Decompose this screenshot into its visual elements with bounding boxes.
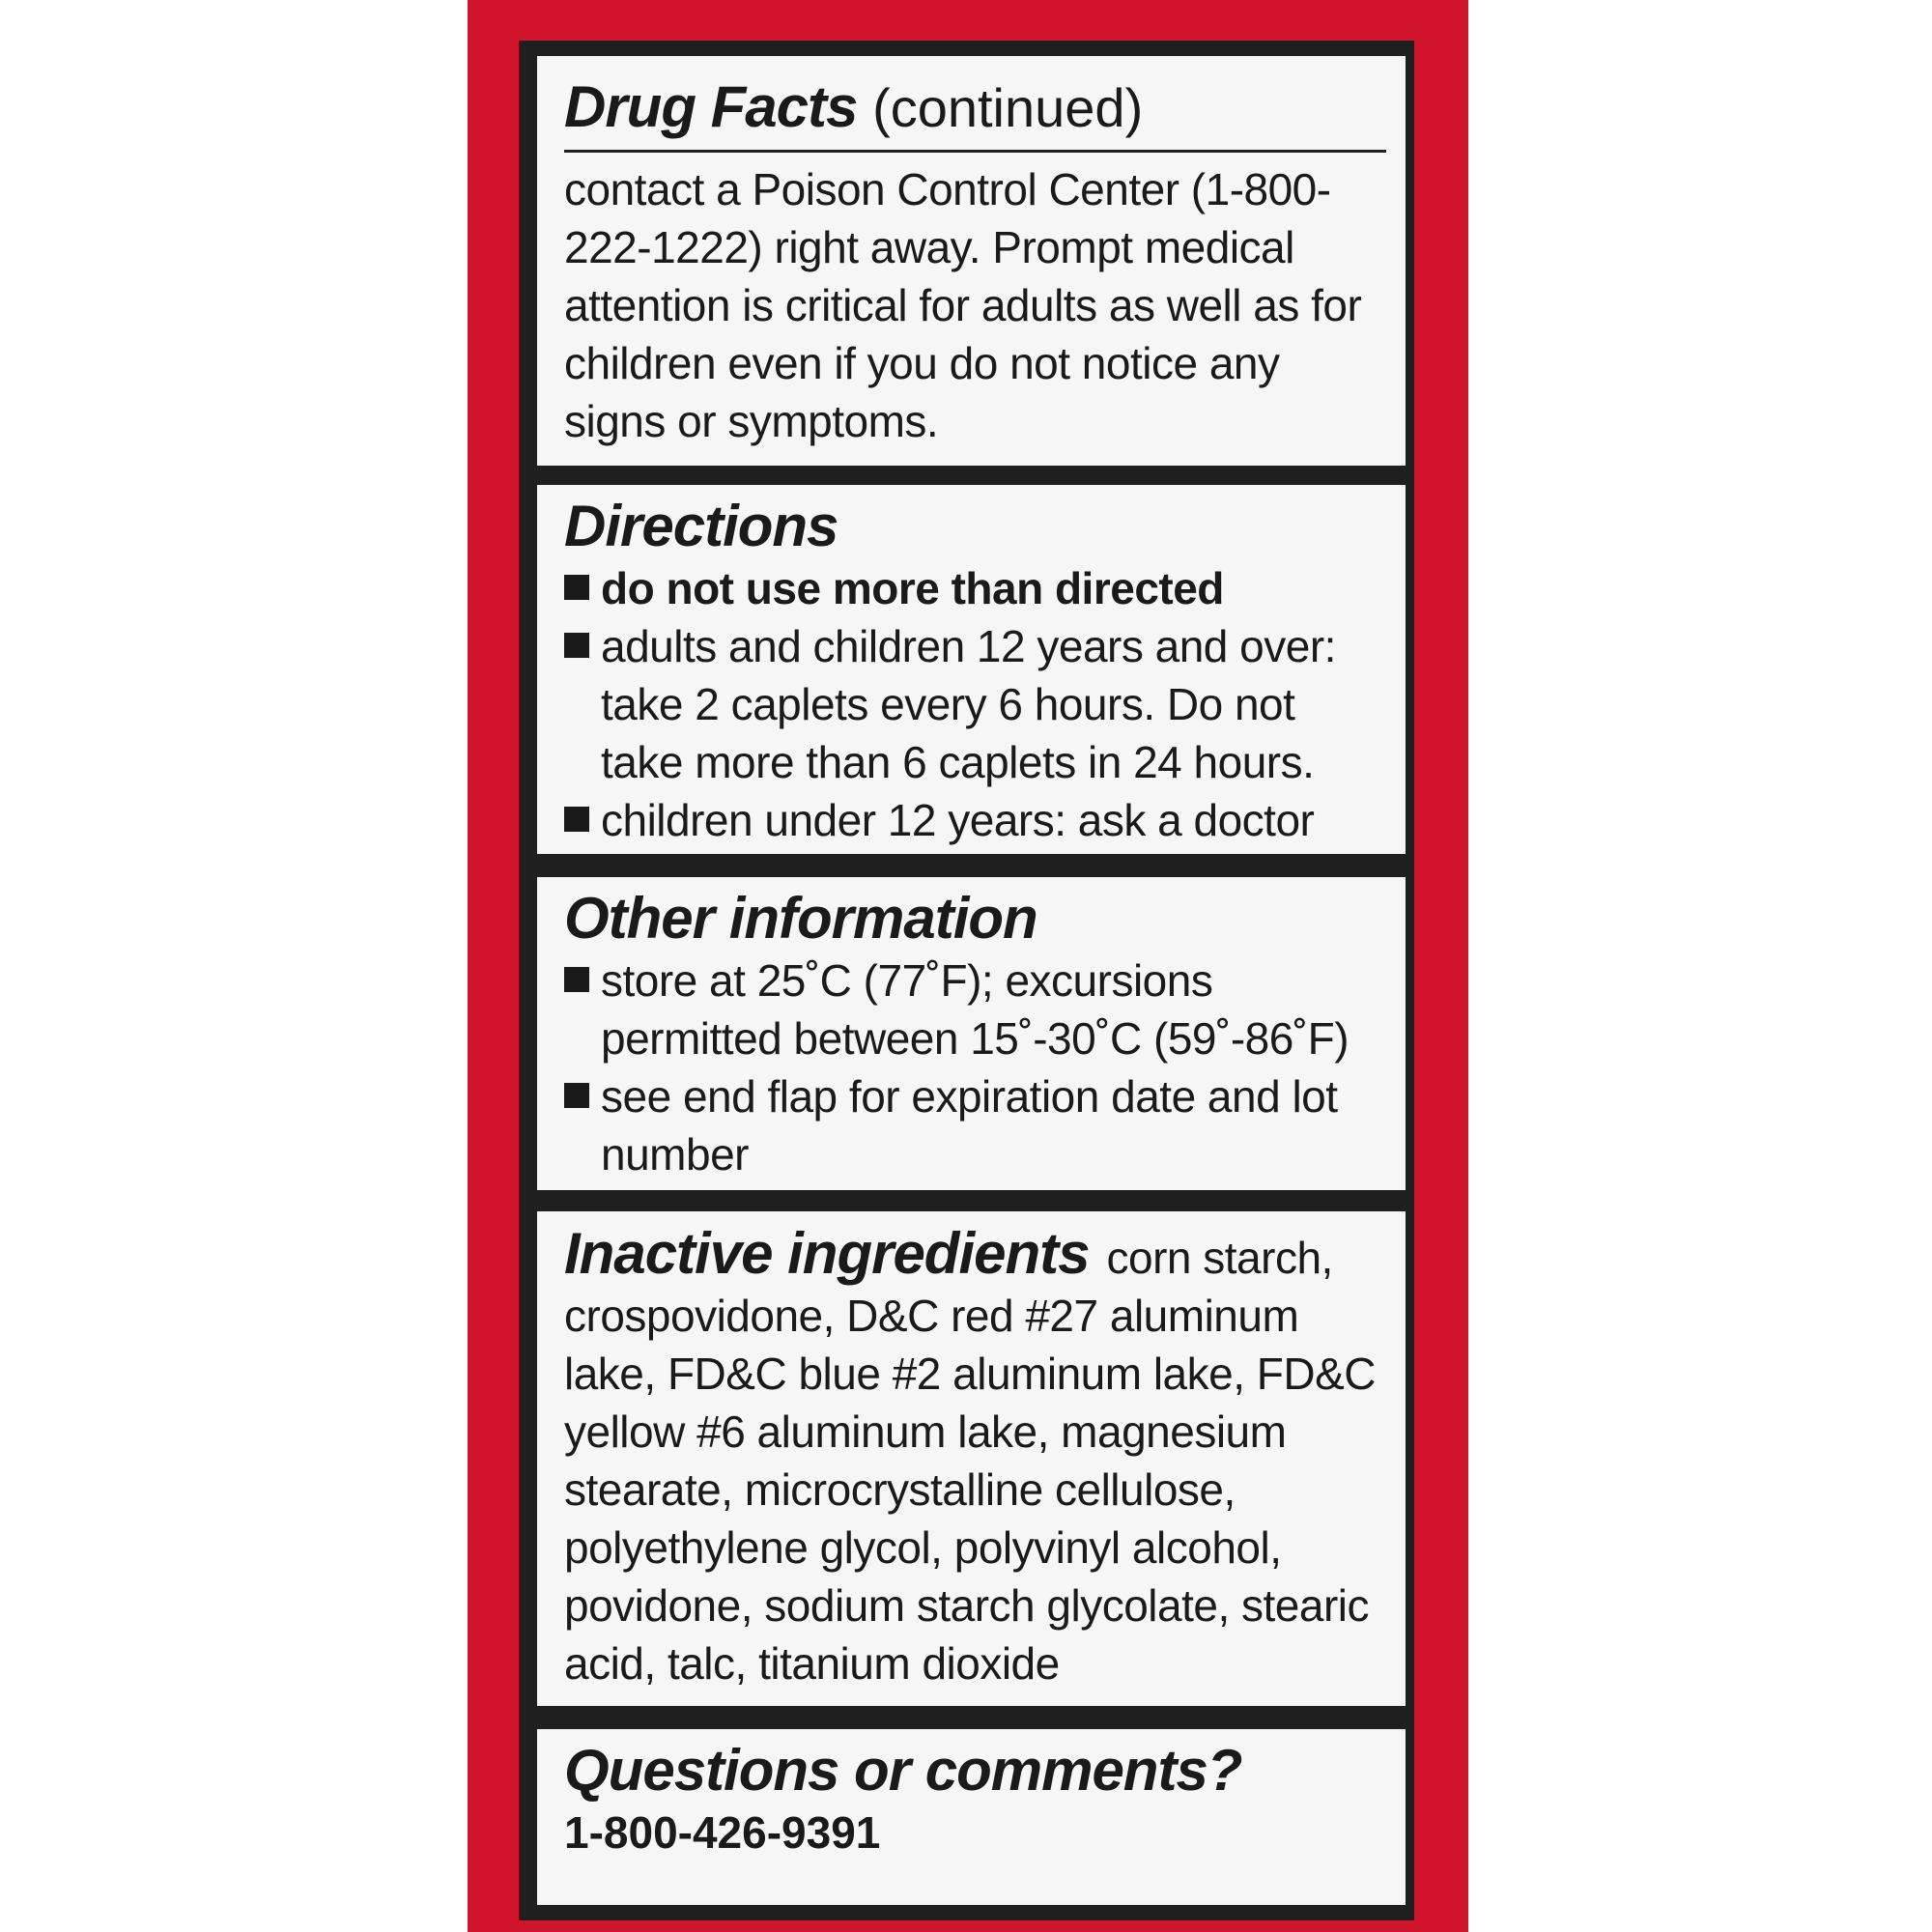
inactive-ingredients-text: corn starch, crospovidone, D&C red #27 aluminum lake, FD&C blue #2 aluminum lake, FD&C yellow #6 aluminum lake, magnesium stearate, microcrystalline cellulose, polyethylene glycol, polyvinyl alcohol, povidone, sodium starch glycolate, stearic acid, talc, titanium dioxide <box>564 1233 1376 1689</box>
list-item <box>564 791 1386 849</box>
square-bullet-icon <box>564 633 589 658</box>
other-information-item-text: see end flap for expiration date and lot number <box>601 1071 1338 1179</box>
directions-item-text: do not use more than directed <box>601 563 1224 613</box>
list-item <box>564 617 1386 791</box>
list-item <box>564 1067 1386 1183</box>
directions-item-text: adults and children 12 years and over: take 2 caplets every 6 hours. Do not take more than 6 caplets in 24 hours. <box>601 621 1336 787</box>
drug-facts-title <box>564 73 1386 140</box>
poison-control-text: contact a Poison Control Center (1-800-222-1222) right away. Prompt medical attention is critical for adults as well as for children even if you do not notice any signs or symptoms. <box>564 164 1362 446</box>
square-bullet-icon <box>564 807 589 832</box>
directions-heading: Directions <box>564 494 838 558</box>
questions-phone-number: 1-800-426-9391 <box>564 1807 881 1858</box>
inactive-ingredients-section <box>537 1211 1406 1706</box>
other-information-item-text: store at 25˚C (77˚F); excursions permitted between 15˚-30˚C (59˚-86˚F) <box>601 955 1350 1064</box>
list-item <box>564 952 1386 1067</box>
questions-section <box>537 1729 1406 1905</box>
inactive-ingredients-paragraph <box>564 1221 1386 1692</box>
inactive-ingredients-heading: Inactive ingredients <box>564 1221 1090 1286</box>
directions-section <box>537 485 1406 854</box>
questions-heading: Questions or comments? <box>564 1738 1242 1803</box>
other-information-heading: Other information <box>564 886 1037 951</box>
directions-item-text: children under 12 years: ask a doctor <box>601 795 1315 845</box>
directions-list <box>564 559 1386 849</box>
square-bullet-icon <box>564 967 589 992</box>
drug-facts-title-label: Drug Facts <box>564 74 858 139</box>
list-item <box>564 559 1386 617</box>
square-bullet-icon <box>564 1083 589 1108</box>
square-bullet-icon <box>564 575 589 600</box>
drug-facts-continued-section <box>537 56 1406 466</box>
title-divider <box>564 150 1386 153</box>
other-information-list <box>564 952 1386 1183</box>
drug-facts-title-suffix: (continued) <box>872 77 1144 138</box>
other-information-section <box>537 877 1406 1190</box>
